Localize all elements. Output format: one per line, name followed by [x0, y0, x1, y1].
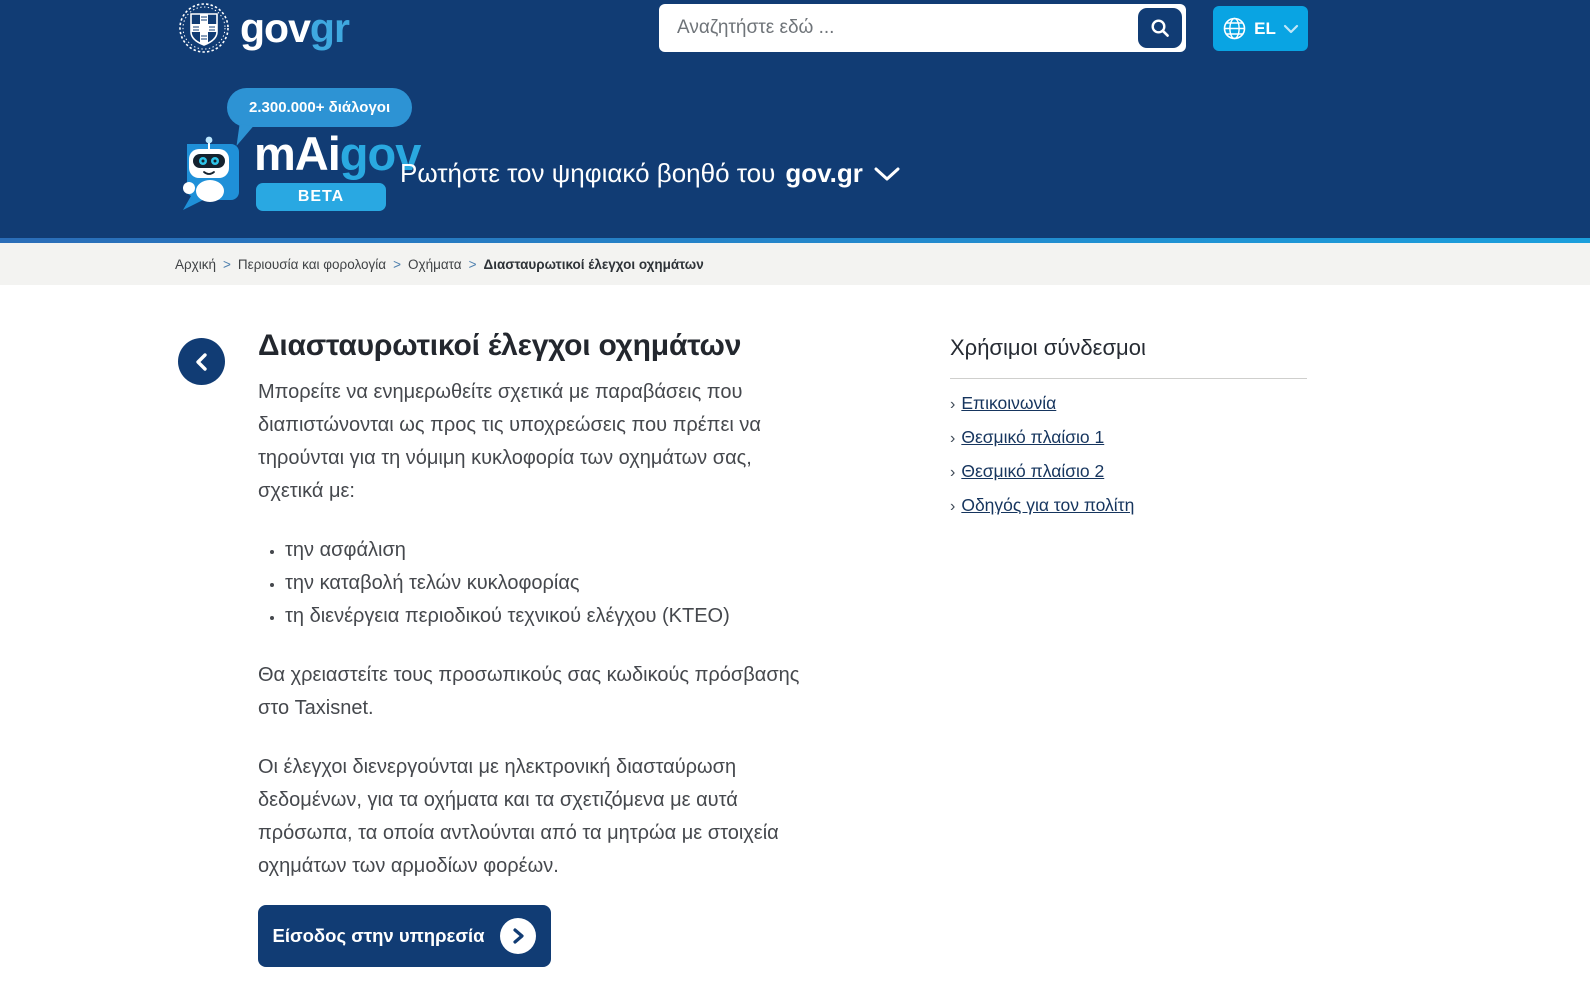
chevron-left-icon [193, 351, 211, 373]
list-item: • την καταβολή τελών κυκλοφορίας [285, 567, 806, 600]
language-label: EL [1254, 18, 1276, 38]
dialog-count-bubble[interactable] [227, 88, 412, 127]
list-item [950, 462, 1307, 482]
assistant-prompt-text: Ρωτήστε τον ψηφιακό βοηθό του [400, 158, 776, 188]
beta-badge [256, 183, 386, 211]
link-bullet: › [950, 396, 956, 413]
breadcrumb-separator: > [223, 256, 231, 272]
sidebar-link-legal-framework-2[interactable]: Θεσμικό πλαίσιο 2 [961, 461, 1105, 481]
obligation-list [258, 534, 806, 633]
checks-paragraph: Οι έλεγχοι διενεργούνται με ηλεκτρονική διασταύρωση δεδομένων, για τα οχήματα και τα σχετιζόμενα με αυτά πρόσωπα, τα οποία αντλούνται από τα μητρώα με στοιχεία οχημάτων των αρμοδίων φορέων. [258, 756, 779, 877]
language-selector[interactable] [1213, 6, 1308, 51]
link-bullet: › [950, 464, 956, 481]
link-bullet: › [950, 498, 956, 515]
globe-icon [1222, 16, 1247, 41]
intro-paragraph: Μπορείτε να ενημερωθείτε σχετικά με παραβάσεις που διαπιστώνονται ως προς τις υποχρεώσεις που πρέπει να τηρούνται για τη νόμιμη κυκλοφορία των οχημάτων σας, σχετικά με: [258, 381, 761, 502]
greek-coat-of-arms-icon [178, 2, 230, 54]
sidebar-link-legal-framework-1[interactable]: Θεσμικό πλαίσιο 1 [961, 427, 1105, 447]
list-item [950, 428, 1307, 448]
main-content [0, 285, 1590, 1003]
article-body [258, 376, 806, 909]
maigov-wordmark[interactable]: mAigov [254, 127, 421, 180]
back-button[interactable] [178, 338, 225, 385]
assistant-prompt[interactable] [400, 158, 901, 189]
search-bar [659, 4, 1186, 52]
breadcrumb [175, 257, 704, 272]
sidebar-link-contact[interactable]: Επικοινωνία [961, 393, 1057, 413]
breadcrumb-bar [0, 243, 1590, 285]
enter-service-button[interactable] [258, 905, 551, 967]
breadcrumb-current: Διασταυρωτικοί έλεγχοι οχημάτων [483, 256, 704, 272]
link-bullet: › [950, 430, 956, 447]
taxisnet-paragraph: Θα χρειαστείτε τους προσωπικούς σας κωδικούς πρόσβασης στο Taxisnet. [258, 664, 800, 719]
breadcrumb-separator: > [468, 256, 477, 272]
list-item: • την ασφάλιση [285, 534, 806, 567]
dialog-count-text: 2.300.000+ διάλογοι [249, 99, 391, 116]
sidebar-links [950, 394, 1307, 516]
chevron-down-icon [1283, 24, 1299, 34]
breadcrumb-separator: > [393, 256, 401, 272]
breadcrumb-link-home[interactable]: Αρχική [175, 256, 217, 272]
beta-label: BETA [297, 188, 345, 205]
govgr-logo-text: govgr [240, 5, 349, 51]
chevron-down-icon [873, 166, 901, 182]
breadcrumb-link-property-tax[interactable]: Περιουσία και φορολογία [237, 256, 387, 272]
search-input[interactable] [659, 17, 1138, 39]
list-item: • τη διενέργεια περιοδικού τεχνικού ελέγχου (ΚΤΕΟ) [285, 600, 806, 633]
sidebar-link-citizen-guide[interactable]: Οδηγός για τον πολίτη [961, 495, 1135, 515]
sidebar-divider [950, 378, 1307, 379]
site-header [0, 0, 1590, 238]
page-title: Διασταυρωτικοί έλεγχοι οχημάτων [258, 329, 742, 362]
list-item [950, 496, 1307, 516]
sidebar-title: Χρήσιμοι σύνδεσμοι [950, 335, 1146, 360]
govgr-logo[interactable] [178, 2, 349, 54]
maigov-robot-icon[interactable] [176, 136, 240, 210]
search-button[interactable] [1138, 8, 1182, 48]
search-icon [1149, 17, 1171, 39]
useful-links-sidebar [950, 335, 1307, 530]
arrow-right-icon [500, 918, 536, 954]
list-item [950, 394, 1307, 414]
assistant-prompt-brand: gov.gr [785, 158, 863, 188]
enter-service-label: Είσοδος στην υπηρεσία [272, 925, 485, 946]
breadcrumb-link-vehicles[interactable]: Οχήματα [407, 256, 462, 272]
